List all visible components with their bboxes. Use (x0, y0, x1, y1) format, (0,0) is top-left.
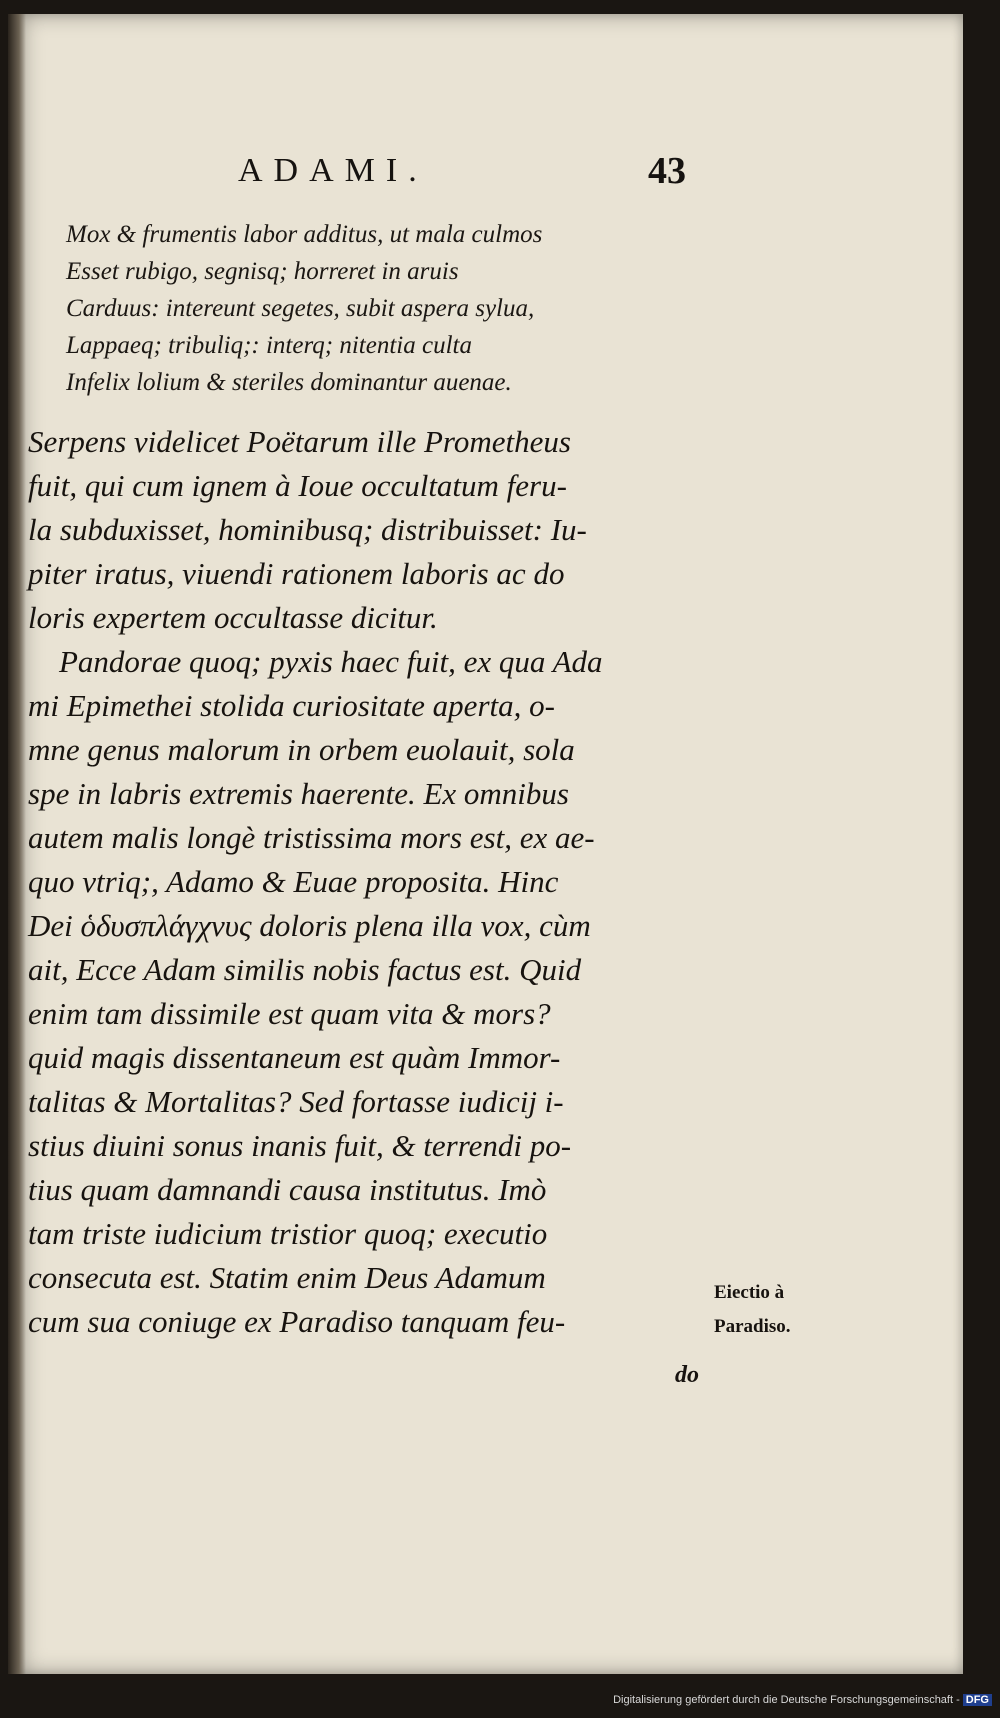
text-line: consecuta est. Statim enim Deus Adamum (28, 1260, 546, 1295)
text-line: loris expertem occultasse dicitur. (28, 600, 438, 635)
text-line: cum sua coniuge ex Paradiso tanquam feu- (28, 1304, 566, 1339)
text-line: quo vtriq;, Adamo & Euae proposita. Hinc (28, 864, 559, 899)
verse-line: Infelix lolium & steriles dominantur auenae. (66, 369, 512, 396)
page-number: 43 (648, 150, 686, 192)
text-line: piter iratus, viuendi rationem laboris ac do (28, 556, 565, 591)
verse-line: Carduus: intereunt segetes, subit aspera sylua, (66, 295, 535, 322)
text-line: stius diuini sonus inanis fuit, & terrendi po- (28, 1128, 572, 1163)
text-line: Pandorae quoq; pyxis haec fuit, ex qua Ada (28, 644, 603, 679)
verse-quotation (66, 216, 626, 401)
text-line: spe in labris extremis haerente. Ex omnibus (28, 776, 569, 811)
text-line: la subduxisset, hominibusq; distribuisset: Iu- (28, 512, 587, 547)
body-text (28, 420, 708, 1344)
catchword: do (675, 1362, 699, 1388)
text-line: quid magis dissentaneum est quàm Immor- (28, 1040, 561, 1075)
margin-note (714, 1276, 824, 1344)
text-line: mne genus malorum in orbem euolauit, sola (28, 732, 575, 767)
text-line: enim tam dissimile est quam vita & mors? (28, 996, 551, 1031)
book-page (8, 14, 963, 1674)
margin-note-line: Paradiso. (714, 1316, 791, 1337)
dfg-logo: DFG (963, 1694, 992, 1706)
running-head: ADAMI. (238, 152, 428, 189)
text-line: talitas & Mortalitas? Sed fortasse iudicij i- (28, 1084, 564, 1119)
text-line: tam triste iudicium tristior quoq; executio (28, 1216, 548, 1251)
text-line: Serpens videlicet Poëtarum ille Prometheus (28, 424, 571, 459)
text-line: fuit, qui cum ignem à Ioue occultatum feru- (28, 468, 567, 503)
book-spine-shadow (8, 14, 26, 1674)
margin-note-line: Eiectio à (714, 1282, 785, 1303)
footer-text: Digitalisierung gefördert durch die Deutsche Forschungsgemeinschaft - (613, 1694, 960, 1706)
text-line: tius quam damnandi causa institutus. Imò (28, 1172, 547, 1207)
verse-line: Lappaeq; tribuliq;: interq; nitentia culta (66, 332, 472, 359)
digitization-footer (613, 1694, 992, 1706)
text-line: ait, Ecce Adam similis nobis factus est. Quid (28, 952, 582, 987)
text-line: mi Epimethei stolida curiositate aperta, o- (28, 688, 555, 723)
verse-line: Esset rubigo, segnisq; horreret in aruis (66, 258, 459, 285)
text-line: autem malis longè tristissima mors est, ex ae- (28, 820, 595, 855)
verse-line: Mox & frumentis labor additus, ut mala culmos (66, 221, 543, 248)
text-line: Dei ὁδυσπλάγχνυς doloris plena illa vox, cùm (28, 908, 591, 943)
